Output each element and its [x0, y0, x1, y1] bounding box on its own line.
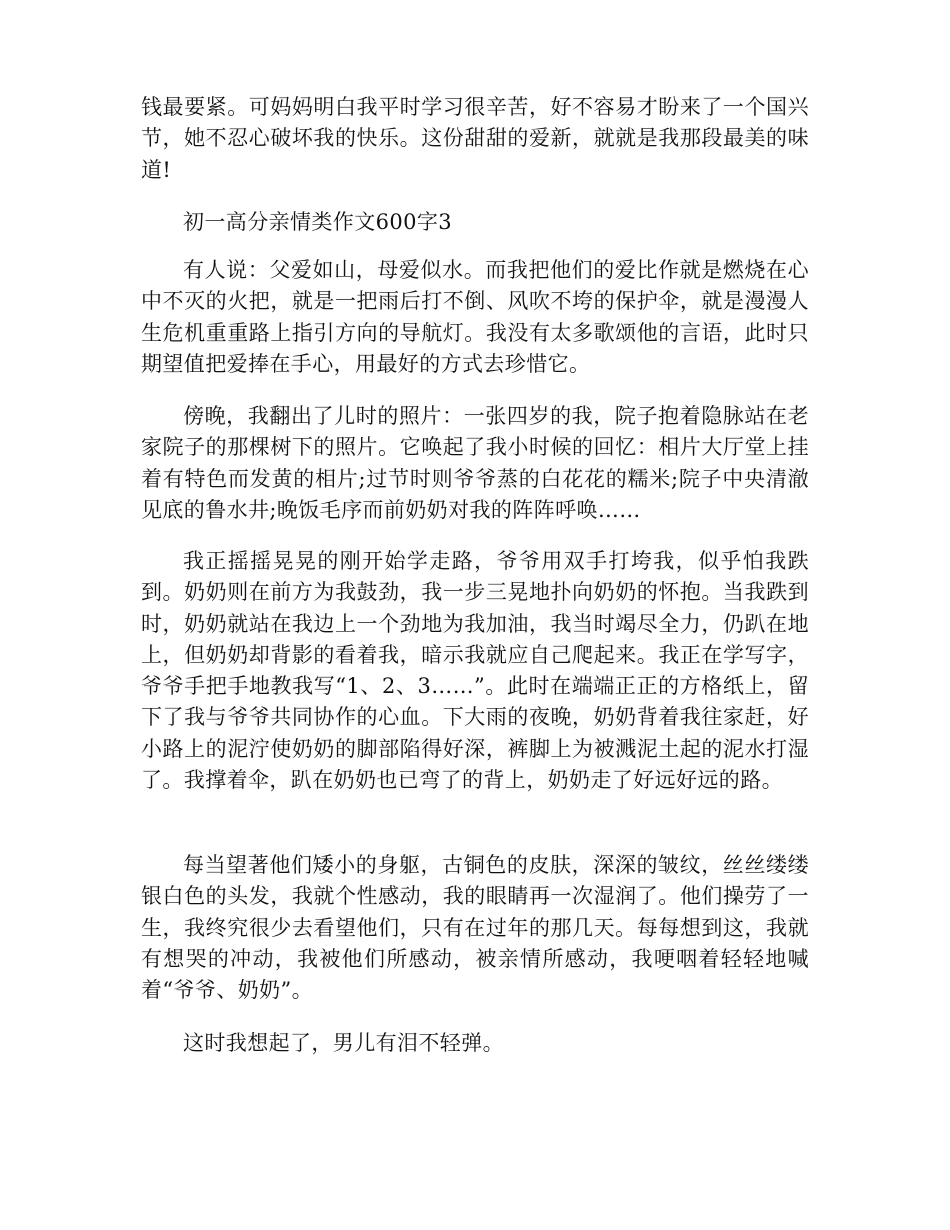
paragraph-intro: 有人说：父爱如山，母爱似水。而我把他们的爱比作就是燃烧在心中不灭的火把，就是一把雨后打不倒、风吹不垮的保护伞，就是漫漫人生危机重重路上指引方向的导航灯。我没有太多歌颂他的言语，此时只期望值把爱捧在手心，用最好的方式去珍惜它。 [141, 258, 809, 376]
paragraph-continuation: 钱最要紧。可妈妈明白我平时学习很辛苦，好不容易才盼来了一个国兴节，她不忍心破坏我的快乐。这份甜甜的爱新，就就是我那段最美的味道! [141, 95, 809, 182]
paragraph-photo-memory: 傍晚，我翻出了儿时的照片：一张四岁的我，院子抱着隐脉站在老家院子的那棵树下的照片。它唤起了我小时候的回忆：相片大厅堂上挂着有特色而发黄的相片;过节时则爷爷蒸的白花花的糯米;院子中央清澈见底的鲁水井;晚饭毛序而前奶奶对我的阵阵呼唤…… [141, 404, 809, 522]
paragraph-closing: 这时我想起了，男儿有泪不轻弹。 [183, 1031, 504, 1055]
paragraph-gratitude: 每当望著他们矮小的身躯，古铜色的皮肤，深深的皱纹，丝丝缕缕银白色的头发，我就个性感动，我的眼睛再一次湿润了。他们操劳了一生，我终究很少去看望他们，只有在过年的那几天。每每想到这，我就有想哭的冲动，我被他们所感动，被亲情所感动，我哽咽着轻轻地喊着“爷爷、奶奶”。 [141, 853, 809, 1003]
section-heading: 初一高分亲情类作文600字3 [183, 210, 453, 234]
paragraph-childhood: 我正摇摇晃晃的刚开始学走路，爷爷用双手打垮我，似乎怕我跌到。奶奶则在前方为我鼓劲，我一步三晃地扑向奶奶的怀抱。当我跌到时，奶奶就站在我边上一个劲地为我加油，我当时竭尽全力，仍趴在地上，但奶奶却背影的看着我，暗示我就应自己爬起来。我正在学写字，爷爷手把手地教我写“1、2、3……”。此时在端端正正的方格纸上，留下了我与爷爷共同协作的心血。下大雨的夜晚，奶奶背着我往家赶，好小路上的泥泞使奶奶的脚部陷得好深，裤脚上为被溅泥土起的泥水打湿了。我撑着伞，趴在奶奶也已弯了的背上，奶奶走了好远好远的路。 [141, 549, 809, 793]
